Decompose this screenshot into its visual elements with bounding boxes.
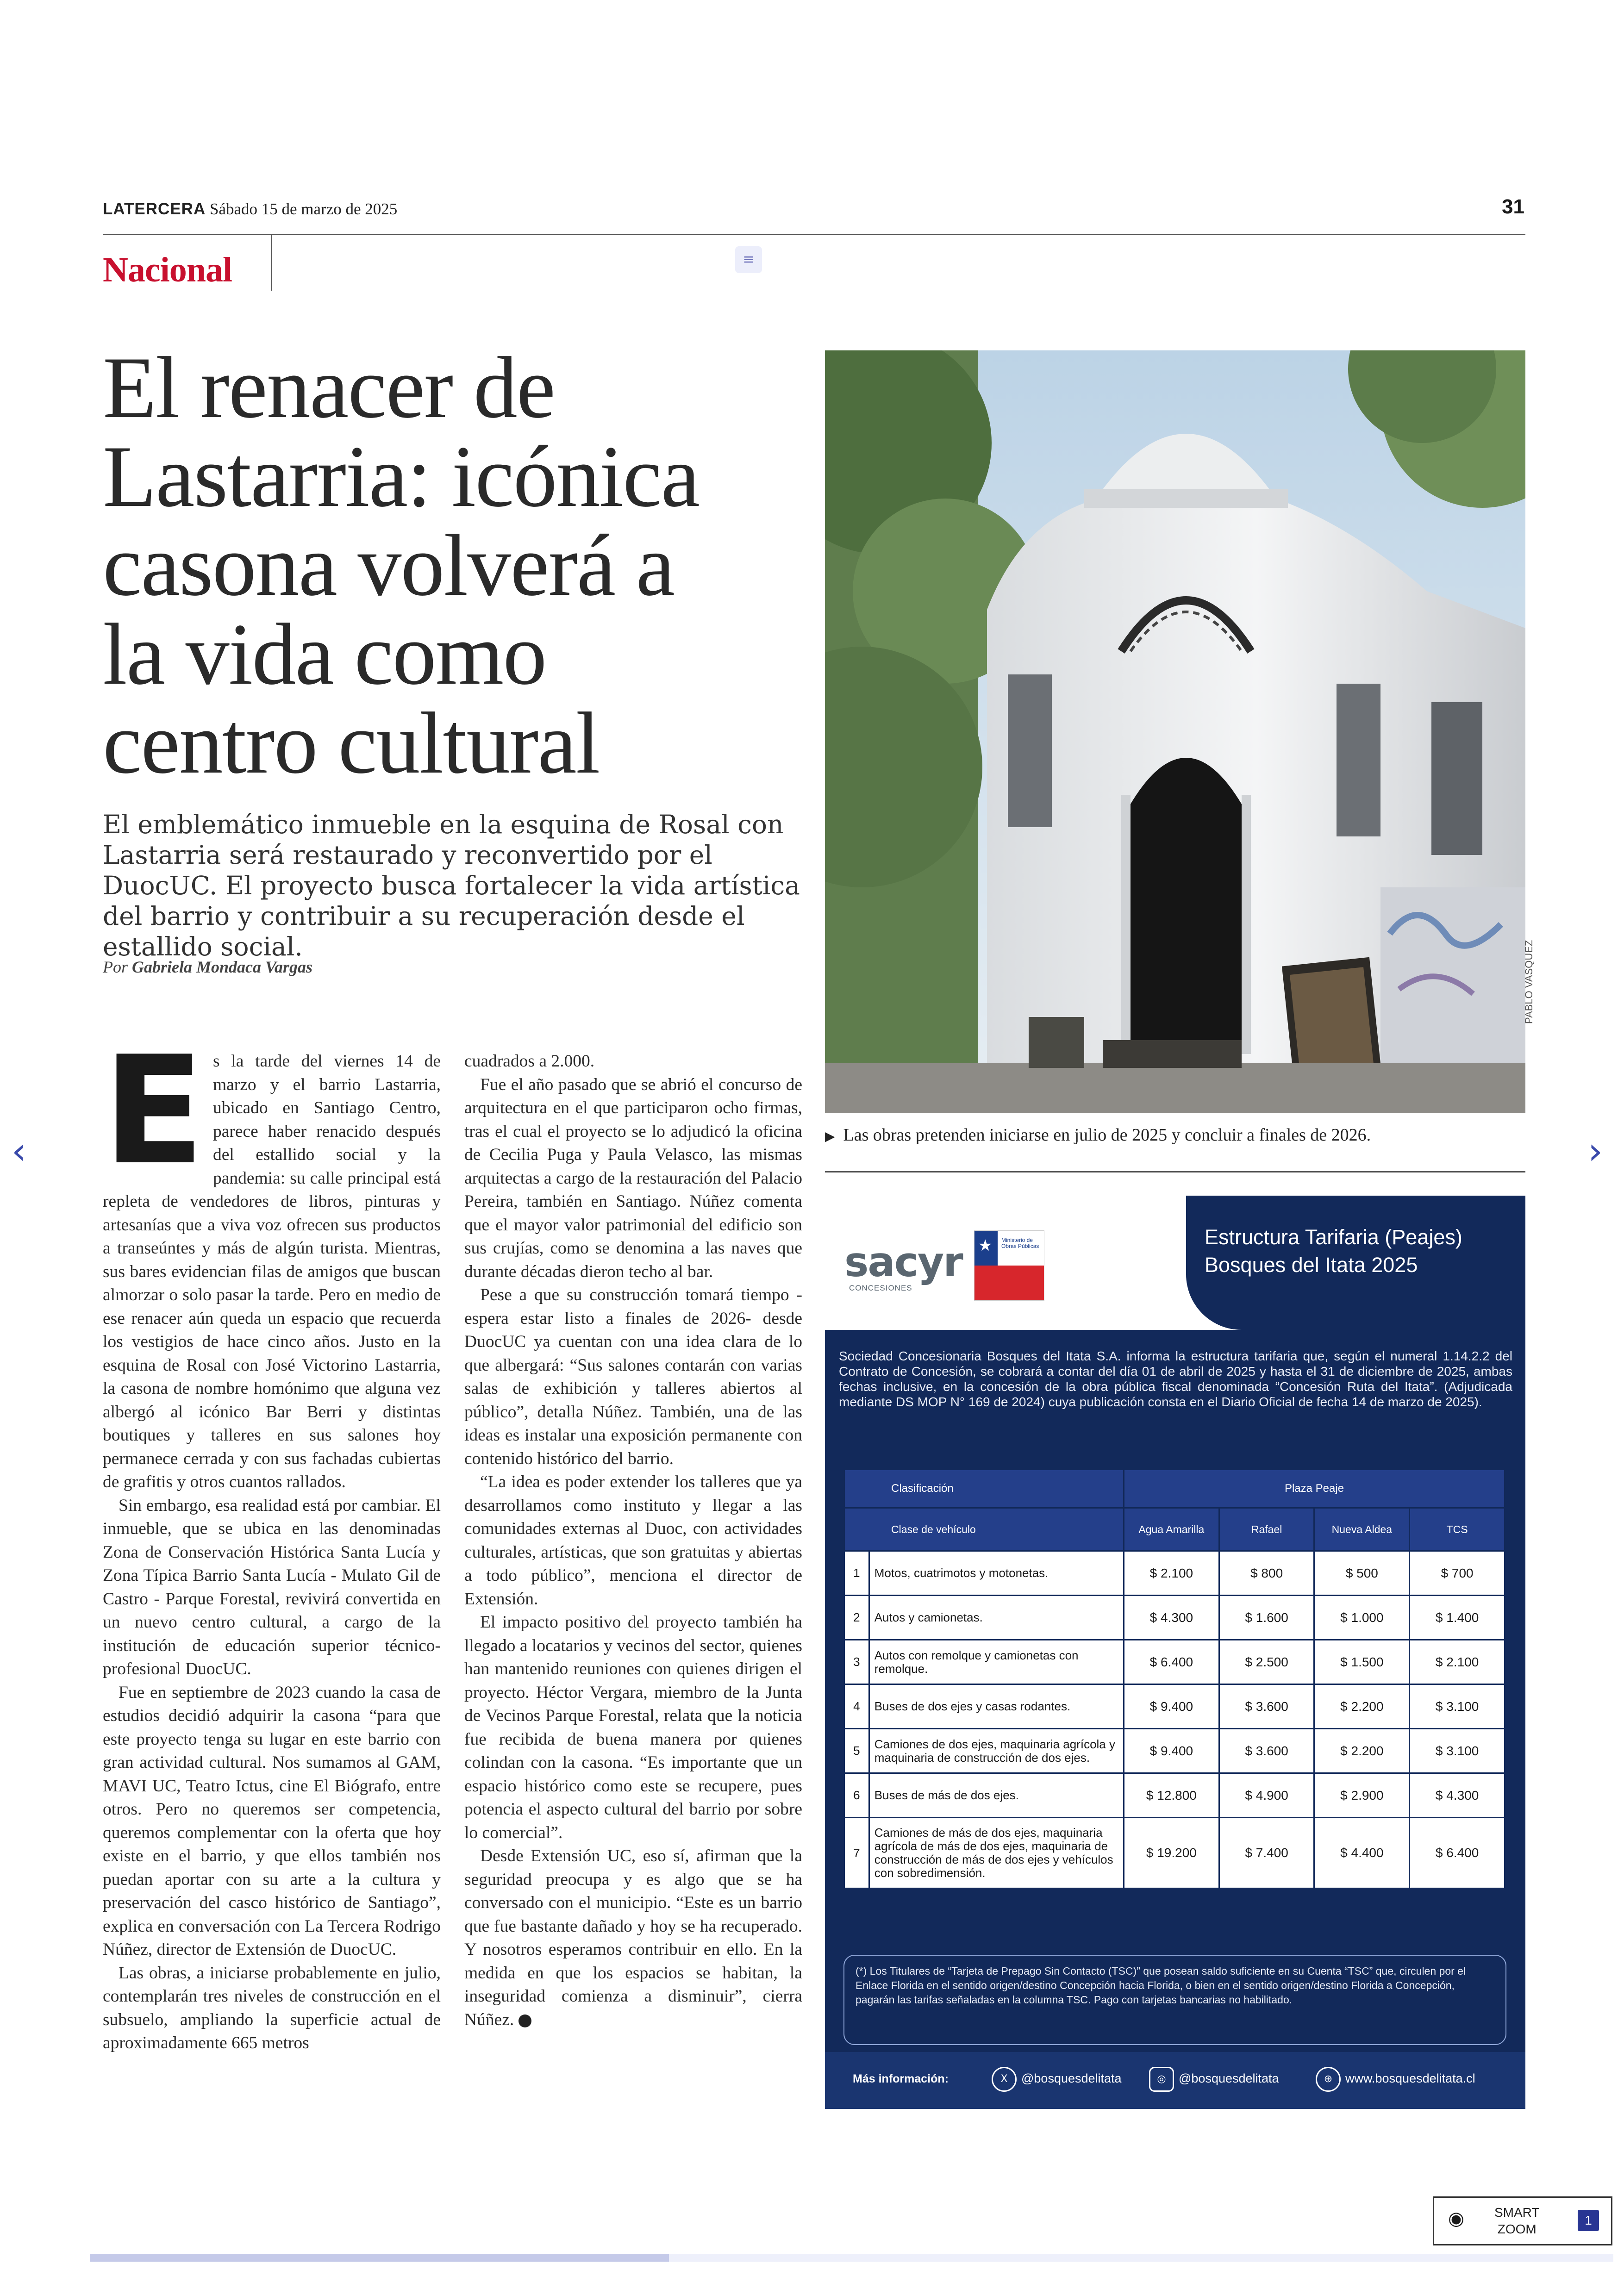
chevron-right-icon: ›: [1588, 1129, 1603, 1172]
issue-date: Sábado 15 de marzo de 2025: [209, 200, 398, 218]
paragraph: Las obras, a iniciarse probablemente en julio, contemplarán tres niveles de construcción en el subsuelo, ampliando la superficie actual de aproximadamente 665 metros: [103, 1963, 441, 2052]
chevron-left-icon: ‹: [12, 1129, 26, 1172]
section-divider: [271, 235, 272, 291]
notes-icon[interactable]: ≡: [735, 246, 762, 273]
ad-title-line: Estructura Tarifaria (Peajes): [1205, 1225, 1462, 1249]
price-cell: $ 700: [1410, 1551, 1505, 1596]
price-cell: $ 4.300: [1124, 1596, 1219, 1640]
x-social-link[interactable]: [992, 2067, 1122, 2092]
vehicle-class: Buses de más de dos ejes.: [869, 1773, 1124, 1818]
vehicle-class: Autos con remolque y camionetas con remolque.: [869, 1640, 1124, 1684]
byline-author: Gabriela Mondaca Vargas: [132, 958, 313, 976]
table-row: [844, 1818, 1505, 1889]
paragraph: cuadrados a 2.000.: [464, 1052, 595, 1071]
smart-zoom-button[interactable]: [1433, 2196, 1612, 2245]
paragraph: Pese a que su construcción tomará tiempo -espera estar listo a finales de 2026- desde DuocUC ya cuentan con una idea clara de lo que albergará: “Sus salones contarán con varias salas de exhibición y talleres abiertos al público”, detalla Núñez. También, una de las ideas es instalar una exposición permanente con contenido histórico del barrio.: [464, 1285, 802, 1468]
header-col: TCS: [1410, 1508, 1505, 1551]
row-number: 1: [844, 1551, 869, 1596]
price-cell: $ 2.900: [1314, 1773, 1410, 1818]
price-cell: $ 2.100: [1124, 1551, 1219, 1596]
page-badge: 1: [1578, 2210, 1599, 2231]
headline-line: El renacer de: [103, 339, 555, 437]
flag-red: [974, 1266, 1044, 1300]
instagram-social-link[interactable]: [1149, 2067, 1279, 2092]
table-row: [844, 1684, 1505, 1729]
photo-caption: [825, 1125, 1525, 1145]
headline-line: Lastarria: icónica: [103, 428, 699, 525]
headline-line: centro cultural: [103, 695, 600, 792]
paragraph: [464, 1845, 802, 2032]
more-info-label: Más información:: [853, 2072, 949, 2085]
header-plaza-peaje: Plaza Peaje: [1124, 1470, 1505, 1508]
price-cell: $ 6.400: [1124, 1640, 1219, 1684]
page-header-info: [103, 200, 397, 218]
table-row: [844, 1729, 1505, 1773]
instagram-handle: @bosquesdelitata: [1179, 2071, 1279, 2086]
paragraph: Fue en septiembre de 2023 cuando la casa de estudios decidió adquirir la casona “para que este proyecto tenga su lugar en este barrio con gran actividad cultural. Nos sumamos al GAM, MAVI UC, Teatro Ictus, cine El Biógrafo, entre otros. Pero no queremos ser competencia, queremos complementar con la oferta que hoy existe en el barrio, y que ellos también nos puedan aportar con su arte a la cultura y preservación del casco histórico de Santiago”, explica en conversación con La Tercera Rodrigo Núñez, director de Extensión de DuocUC.: [103, 1683, 441, 1959]
tsc-footnote: (*) Los Titulares de “Tarjeta de Prepago Sin Contacto (TSC)” que posean saldo suficiente en su Cuenta “TSC” que, circulen por el Enlace Florida en el sentido origen/destino Concepción hacia Florida, o bien en el sentido origen/destino Florida a Concepción, pagarán las tarifas señaladas en la columna TSC. Pago con tarjetas bancarias no habilitado.: [843, 1955, 1506, 2045]
paragraph: “La idea es poder extender los talleres que ya desarrollamos como instituto y llegar a las comunidades externas al Duoc, con actividades culturales, artísticas, que son gratuitas y abiertas a todo público”, menciona el director de Extensión.: [464, 1472, 802, 1609]
photo-credit: PABLO VASQUEZ: [1523, 940, 1535, 1024]
smart-zoom-label-line: ZOOM: [1497, 2222, 1537, 2236]
drop-cap: E: [103, 1024, 205, 1197]
headline-line: casona volverá a: [103, 517, 674, 614]
ad-footer: [825, 2052, 1525, 2109]
price-cell: $ 1.500: [1314, 1640, 1410, 1684]
price-cell: $ 7.400: [1219, 1818, 1314, 1889]
section-title: Nacional: [103, 250, 232, 289]
byline: [103, 957, 312, 977]
tariff-table: [843, 1469, 1505, 1889]
price-cell: $ 9.400: [1124, 1684, 1219, 1729]
price-cell: $ 3.100: [1410, 1729, 1505, 1773]
vehicle-class: Autos y camionetas.: [869, 1596, 1124, 1640]
vehicle-class: Motos, cuatrimotos y motonetas.: [869, 1551, 1124, 1596]
paragraph: Fue el año pasado que se abrió el concurso de arquitectura en el que participaron ocho firmas, tras el cual el proyecto se lo adjudicó la oficina de Cecilia Puga y Paula Velasco, las mismas arquitectas a cargo de la restauración del Palacio Pereira, también en Santiago. Núñez comenta que el mayor valor patrimonial del edificio son sus crujías, como se denomina a las naves que durante décadas dieron techo al bar.: [464, 1075, 802, 1281]
x-logo-icon: X: [992, 2067, 1017, 2092]
row-number: 7: [844, 1818, 869, 1889]
table-subheader-row: [844, 1508, 1505, 1551]
price-cell: $ 12.800: [1124, 1773, 1219, 1818]
row-number: 6: [844, 1773, 869, 1818]
next-page-button[interactable]: [1588, 1129, 1603, 1172]
table-row: [844, 1596, 1505, 1640]
article-photo: [825, 350, 1525, 1113]
row-number: 3: [844, 1640, 869, 1684]
eye-icon: ◉: [1448, 2208, 1464, 2229]
caption-arrow-icon: ▶: [825, 1129, 835, 1144]
vehicle-class: Buses de dos ejes y casas rodantes.: [869, 1684, 1124, 1729]
smart-zoom-label-line: SMART: [1494, 2205, 1540, 2220]
previous-page-button[interactable]: [12, 1129, 26, 1172]
price-cell: $ 6.400: [1410, 1818, 1505, 1889]
price-cell: $ 4.900: [1219, 1773, 1314, 1818]
price-cell: $ 2.100: [1410, 1640, 1505, 1684]
price-cell: $ 3.100: [1410, 1684, 1505, 1729]
row-number: 5: [844, 1729, 869, 1773]
header-clase-vehiculo: Clase de vehículo: [844, 1508, 1124, 1551]
newspaper-brand: LATERCERA: [103, 200, 206, 218]
vehicle-class: Camiones de más de dos ejes, maquinaria agrícola de más de dos ejes, maquinaria de construcción de más de dos ejes y vehículos con sobredimensión.: [869, 1818, 1124, 1889]
header-divider: [103, 234, 1525, 235]
price-cell: $ 500: [1314, 1551, 1410, 1596]
paragraph: Sin embargo, esa realidad está por cambiar. El inmueble, que se ubica en las denominadas Zona de Conservación Histórica Santa Lucía y Zona Típica Barrio Santa Lucía - Mulato Gil de Castro - Parque Forestal, revivirá convertida en un nuevo centro cultural, a cargo de la institución de educación superior técnico-profesional DuocUC.: [103, 1496, 441, 1678]
price-cell: $ 19.200: [1124, 1818, 1219, 1889]
header-clasificacion: Clasificación: [844, 1470, 1124, 1508]
reading-progress-bar[interactable]: [90, 2254, 1613, 2262]
government-logo: [974, 1230, 1044, 1301]
byline-prefix: Por: [103, 958, 128, 976]
price-cell: $ 2.500: [1219, 1640, 1314, 1684]
reading-progress-fill: [90, 2254, 669, 2262]
table-row: [844, 1773, 1505, 1818]
instagram-icon: ◎: [1149, 2067, 1174, 2092]
vehicle-class: Camiones de dos ejes, maquinaria agrícola y maquinaria de construcción de dos ejes.: [869, 1729, 1124, 1773]
end-mark-icon: [518, 2014, 531, 2027]
ad-header-band: [825, 1196, 1525, 1330]
header-col: Agua Amarilla: [1124, 1508, 1219, 1551]
caption-text: Las obras pretenden iniciarse en julio de 2025 y concluir a finales de 2026.: [843, 1125, 1371, 1145]
header-col: Nueva Aldea: [1314, 1508, 1410, 1551]
price-cell: $ 4.400: [1314, 1818, 1410, 1889]
x-handle: @bosquesdelitata: [1021, 2071, 1122, 2086]
caption-divider: [825, 1171, 1525, 1172]
article-column-1: [103, 1024, 441, 2055]
ad-title: [1205, 1223, 1505, 1279]
price-cell: $ 800: [1219, 1551, 1314, 1596]
price-cell: $ 4.300: [1410, 1773, 1505, 1818]
website-url: www.bosquesdelitata.cl: [1345, 2071, 1475, 2086]
price-cell: $ 2.200: [1314, 1684, 1410, 1729]
article-lede: El emblemático inmueble en la esquina de Rosal con Lastarria será restaurado y reconvertido por el DuocUC. El proyecto busca fortalecer la vida artística del barrio y contribuir a su recuperación desde el estallido social.: [103, 810, 800, 961]
ad-title-line: Bosques del Itata 2025: [1205, 1253, 1418, 1277]
row-number: 4: [844, 1684, 869, 1729]
building-photo-illustration: [825, 350, 1525, 1113]
toll-tariff-ad: [825, 1196, 1525, 2109]
ad-intro-text: Sociedad Concesionaria Bosques del Itata S.A. informa la estructura tarifaria que, según el numeral 1.14.2.2 del Contrato de Concesión, se cobrará a contar del día 01 de abril de 2025 y hasta el 31 de diciembre de 2025, ambas fechas inclusive, en la concesión de la obra pública fiscal denominada “Concesión Ruta del Itata”. (Adjudicada mediante DS MOP N° 169 de 2024) cuya publicación consta en el Diario Oficial de fecha 14 de marzo de 2025).: [839, 1349, 1512, 1409]
government-logo-text: Ministerio de Obras Públicas: [1001, 1237, 1039, 1249]
paragraph: El impacto positivo del proyecto también ha llegado a locatarios y vecinos del sector, quienes han mantenido reuniones con quienes dirigen el proyecto. Héctor Vergara, miembro de la Junta de Vecinos Parque Forestal, relata que la noticia fue recibida de buena manera por quienes colindan con la casona. “Es importante que un espacio histórico como este se recupere, pues potencia el aspecto cultural del barrio por sobre lo comercial”.: [464, 1613, 802, 1842]
price-cell: $ 2.200: [1314, 1729, 1410, 1773]
website-link[interactable]: [1316, 2067, 1475, 2092]
smart-zoom-label: [1494, 2204, 1540, 2238]
row-number: 2: [844, 1596, 869, 1640]
header-col: Rafael: [1219, 1508, 1314, 1551]
paragraph-text: Desde Extensión UC, eso sí, afirman que la seguridad preocupa y es algo que se ha conversado con el municipio. “Este es un barrio que fue bastante dañado y hoy se ha recuperado. Y nosotros esperamos contribuir en ello. En la medida en que los espacios se habitan, la inseguridad comienza a disminuir”, cierra Núñez.: [464, 1846, 802, 2029]
table-header-row: [844, 1470, 1505, 1508]
headline-line: la vida como: [103, 606, 546, 703]
globe-icon: ⊕: [1316, 2067, 1341, 2092]
price-cell: $ 1.000: [1314, 1596, 1410, 1640]
price-cell: $ 3.600: [1219, 1684, 1314, 1729]
price-cell: $ 9.400: [1124, 1729, 1219, 1773]
price-cell: $ 3.600: [1219, 1729, 1314, 1773]
paragraph: s la tarde del viernes 14 de marzo y el barrio Lastarria, ubicado en Santiago Centro, parece haber renacido después del estallido social y la pandemia: su calle principal está repleta de vendedores de libros, pinturas y artesanías que a viva voz ofrecen sus productos a transeúntes y más de algún turista. Mientras, sus bares evidencian filas de amigos que buscan almorzar o solo pasar la tarde. Pero en medio de ese renacer aún queda un espacio que recuerda los vestigios de hace cinco años. Justo en la esquina de Rosal con José Victorino Lastarria, la casona de nombre homónimo que alguna vez albergó al icónico Bar Berri y distintas boutiques y talleres en sus salones hoy permanece cerrada y con sus fachadas cubiertas de grafitis y otros cuantos rallados.: [103, 1052, 441, 1491]
article-column-2: [464, 1050, 802, 2032]
flag-star-icon: ★: [978, 1236, 993, 1255]
table-row: [844, 1640, 1505, 1684]
price-cell: $ 1.600: [1219, 1596, 1314, 1640]
sacyr-logo: sacyr: [844, 1238, 962, 1286]
article-headline: [103, 339, 825, 792]
sacyr-logo-subtitle: CONCESIONES: [849, 1284, 912, 1292]
price-cell: $ 1.400: [1410, 1596, 1505, 1640]
table-row: [844, 1551, 1505, 1596]
page-number: 31: [1502, 195, 1524, 218]
